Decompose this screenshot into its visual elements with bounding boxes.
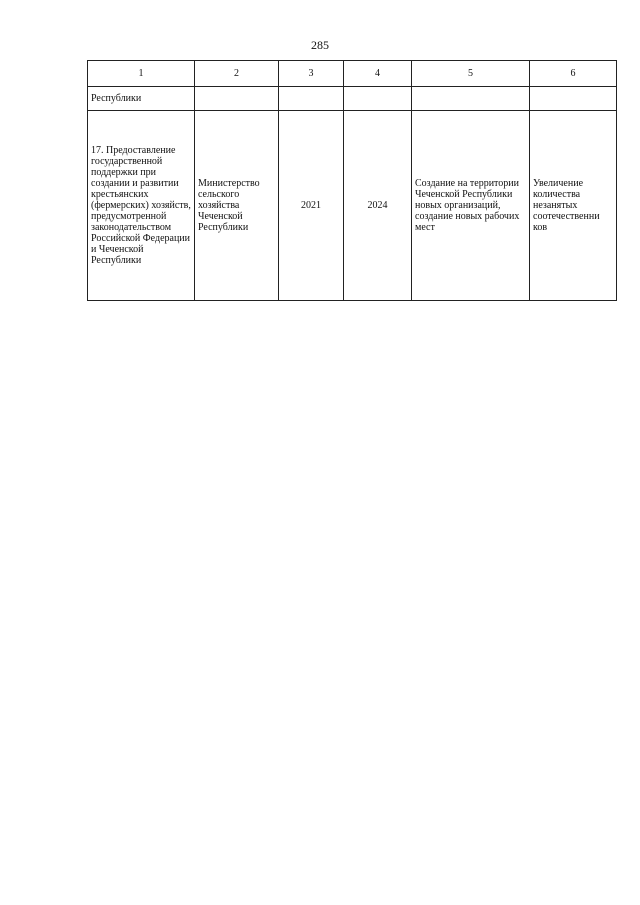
expected-result-cell: Создание на территории Чеченской Республики новых организаций, создание новых рабочих мест	[412, 111, 530, 301]
header-cell-5: 5	[412, 61, 530, 87]
page-number: 285	[311, 38, 329, 52]
continuation-cell-4	[344, 87, 412, 111]
header-cell-2: 2	[195, 61, 279, 87]
continuation-cell-2	[195, 87, 279, 111]
header-row	[88, 61, 617, 87]
continuation-cell-1: Республики	[88, 87, 195, 111]
header-cell-4: 4	[344, 61, 412, 87]
header-cell-6: 6	[530, 61, 617, 87]
continuation-cell-3	[279, 87, 344, 111]
continuation-row	[88, 87, 617, 111]
program-table	[87, 60, 617, 301]
measure-cell: 17. Предоставление государственной поддержки при создании и развитии крестьянских (фермерских) хозяйств, предусмотренной законодательством Российской Федерации и Чеченской Республики	[88, 111, 195, 301]
header-cell-1: 1	[88, 61, 195, 87]
indicator-cell: Увеличение количества незанятых соотечественни ков	[530, 111, 617, 301]
end-year-cell: 2024	[344, 111, 412, 301]
continuation-cell-5	[412, 87, 530, 111]
table-row	[88, 111, 617, 301]
header-cell-3: 3	[279, 61, 344, 87]
continuation-cell-6	[530, 87, 617, 111]
start-year-cell: 2021	[279, 111, 344, 301]
executor-cell: Министерство сельского хозяйства Чеченской Республики	[195, 111, 279, 301]
